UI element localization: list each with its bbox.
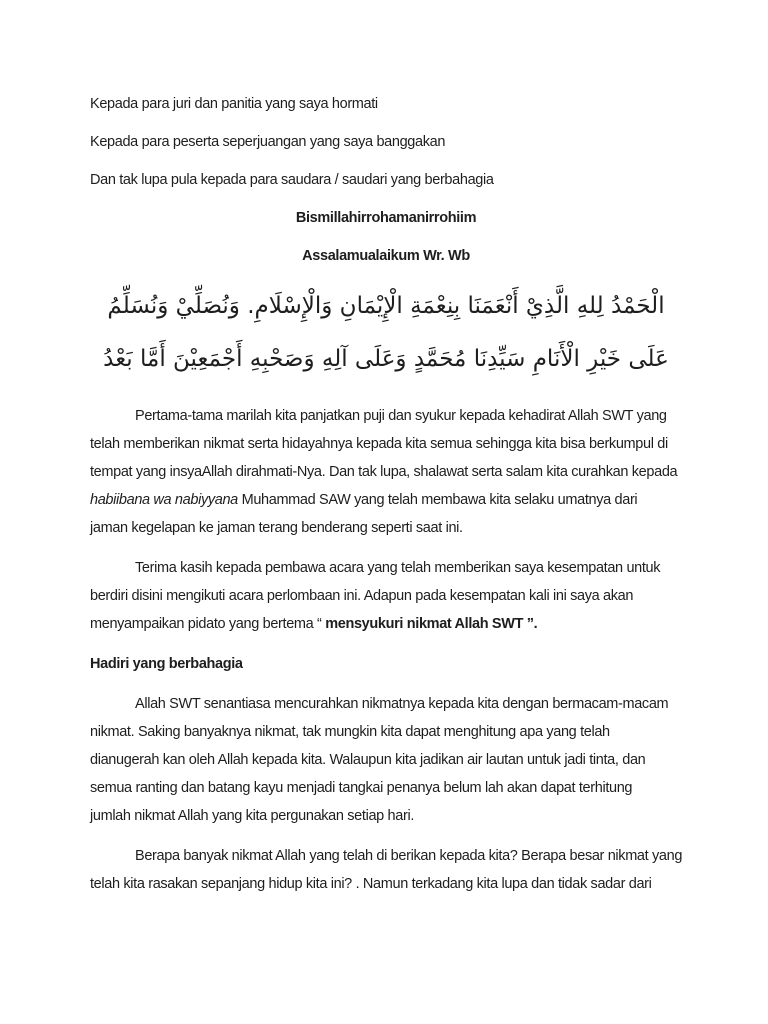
text-run: Terima kasih kepada pembawa acara yang telah memberikan saya kesempatan untuk [135,560,661,576]
salam-heading: Assalamualaikum Wr. Wb [302,248,470,264]
paragraph-line [90,610,682,638]
paragraph-nikmat-uncountable [90,690,682,830]
salutation-line-peserta: Kepada para peserta seperjuangan yang saya banggakan [90,134,446,150]
text-run: berdiri disini mengikuti acara perlombaan ini. Adapun pada kesempatan kali ini saya akan [90,588,634,604]
text-run: dianugerah kan oleh Allah kepada kita. Walaupun kita jadikan air lautan untuk jadi tinta, dan [90,752,646,768]
paragraph-line [90,514,682,542]
salutation-line-saudara: Dan tak lupa pula kepada para saudara / saudari yang berbahagia [90,172,494,188]
paragraph-line [90,650,682,678]
text-run: tempat yang insyaAllah dirahmati-Nya. Dan tak lupa, shalawat serta salam kita curahkan kepada [90,464,678,480]
paragraph-line [90,582,682,610]
text-run: semua ranting dan batang kayu menjadi tangkai penanya belum lah akan dapat terhitung [90,780,633,796]
paragraph-line [90,554,682,582]
paragraph-line [90,746,682,774]
arabic-line-1: الْحَمْدُ لِلهِ الَّذِيْ أَنْعَمَنَا بِنِعْمَةِ الْإِيْمَانِ وَالْإِسْلَامِ. وَنُصَلِّيْ وَنُسَلِّمُ [107,293,665,319]
text-run: Muhammad SAW yang telah membawa kita selaku umatnya dari [237,492,638,508]
text-run: jaman kegelapan ke jaman terang benderang seperti saat ini. [90,520,463,536]
paragraph-line [90,430,682,458]
text-run: telah memberikan nikmat serta hidayahnya kepada kita semua sehingga kita bisa berkumpul di [90,436,668,452]
text-run: Pertama-tama marilah kita panjatkan puji dan syukur kepada kehadirat Allah SWT yang [135,408,667,424]
paragraph-line [90,402,682,430]
text-run: Hadiri yang berbahagia [90,656,243,672]
paragraph-line [90,458,682,486]
paragraph-line [90,774,682,802]
paragraph-line [90,802,682,830]
paragraph-thanks-theme [90,554,682,638]
text-run: habiibana wa nabiyyana [90,492,238,508]
paragraph-opening-gratitude [90,402,682,542]
paragraph-line [90,486,682,514]
text-run: telah kita rasakan sepanjang hidup kita ini? . Namun terkadang kita lupa dan tidak sadar dari [90,876,652,892]
arabic-verse [90,280,682,386]
text-run: jumlah nikmat Allah yang kita pergunakan setiap hari. [90,808,415,824]
paragraph-line [90,842,682,870]
arabic-line-2: عَلَى خَيْرِ الْأَنَامِ سَيِّدِنَا مُحَمَّدٍ وَعَلَى آلِهِ وَصَحْبِهِ أَجْمَعِيْنَ أَمَّا بَعْدُ [103,346,669,372]
text-run: Allah SWT senantiasa mencurahkan nikmatnya kepada kita dengan bermacam-macam [135,696,669,712]
paragraph-line [90,870,682,898]
salutation-line-juri: Kepada para juri dan panitia yang saya hormati [90,96,378,112]
paragraph-line [90,690,682,718]
content-area [90,90,682,910]
text-run: menyampaikan pidato yang bertema “ [90,616,326,632]
paragraph-line [90,718,682,746]
text-run: mensyukuri nikmat Allah SWT ”. [325,616,538,632]
text-run: nikmat. Saking banyaknya nikmat, tak mungkin kita dapat menghitung apa yang telah [90,724,610,740]
text-run: Berapa banyak nikmat Allah yang telah di berikan kepada kita? Berapa besar nikmat yang [135,848,683,864]
paragraph-closing-question [90,842,682,898]
body-paragraphs [90,402,682,898]
bismillah-heading: Bismillahirrohamanirrohiim [295,210,477,226]
paragraph-hadiri-heading [90,650,682,678]
